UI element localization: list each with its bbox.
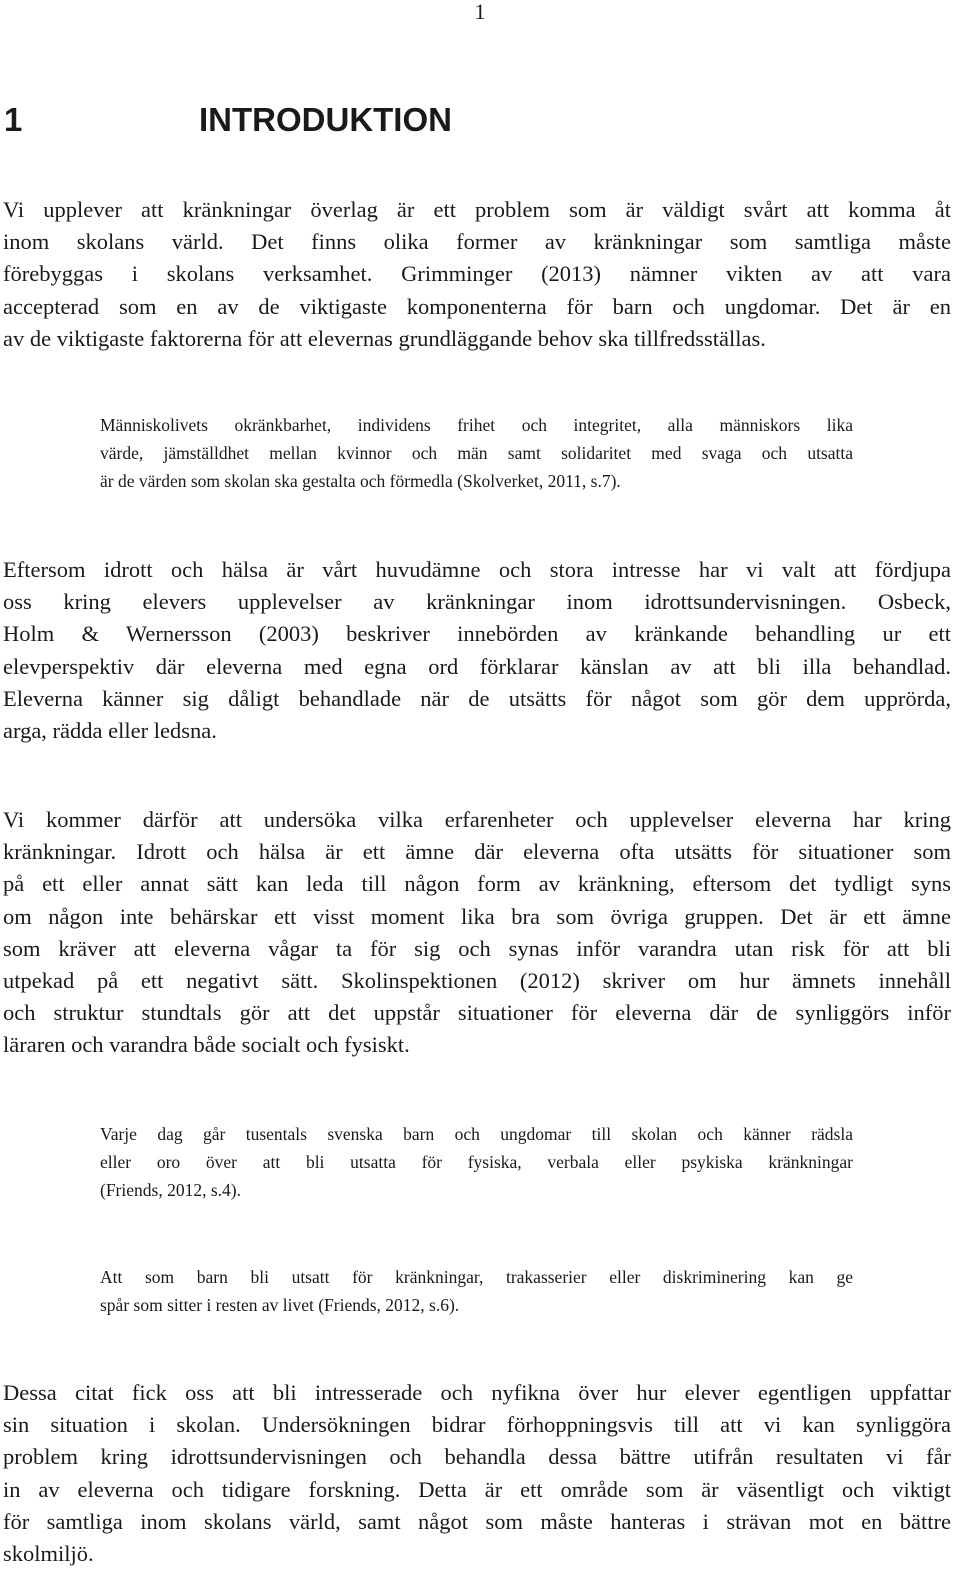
text-line: accepterad som en av de viktigaste komponenterna för barn och ungdomar. Det är en (3, 293, 951, 319)
block-quote (100, 1120, 853, 1204)
text-line: problem kring idrottsundervisningen och behandla dessa bättre utifrån resultaten vi får (3, 1444, 951, 1470)
text-line: inom skolans värld. Det finns olika former av kränkningar som samtliga måste (3, 229, 951, 255)
text-line: (Friends, 2012, s.4). (100, 1180, 241, 1200)
text-line: utpekad på ett negativt sätt. Skolinspektionen (2012) skriver om hur ämnets innehåll (3, 968, 951, 994)
text-line: Holm & Wernersson (2003) beskriver innebörden av kränkande behandling ur ett (3, 621, 951, 647)
text-line: skolmiljö. (3, 1541, 94, 1567)
block-quote (100, 411, 853, 495)
text-line: av de viktigaste faktorerna för att elevernas grundläggande behov ska tillfredsställas. (3, 325, 766, 351)
body-paragraph (3, 1377, 951, 1570)
text-line: Vi upplever att kränkningar överlag är ett problem som är väldigt svårt att komma åt (3, 197, 951, 222)
text-line: elevperspektiv där eleverna med egna ord förklarar känslan av att bli illa behandlad. (3, 653, 951, 679)
text-line: om någon inte behärskar ett visst moment lika bra som övriga gruppen. Det är ett ämne (3, 903, 951, 929)
body-paragraph (3, 804, 951, 1062)
text-line: för samtliga inom skolans värld, samt något som måste hanteras i strävan mot en bättre (3, 1508, 951, 1534)
text-line: Eftersom idrott och hälsa är vårt huvudämne och stora intresse har vi valt att fördjupa (3, 557, 951, 582)
section-title: INTRODUKTION (199, 101, 452, 138)
text-line: är de värden som skolan ska gestalta och förmedla (Skolverket, 2011, s.7). (100, 471, 621, 491)
section-heading (4, 98, 452, 142)
text-line: sin situation i skolan. Undersökningen bidrar förhoppningsvis till att vi kan synliggöra (3, 1412, 951, 1438)
text-line: eller oro över att bli utsatta för fysiska, verbala eller psykiska kränkningar (100, 1152, 853, 1172)
block-quote (100, 1263, 853, 1319)
body-paragraph (3, 554, 951, 747)
text-line: värde, jämställdhet mellan kvinnor och män samt solidaritet med svaga och utsatta (100, 443, 853, 463)
text-line: Dessa citat fick oss att bli intresserade och nyfikna över hur elever egentligen uppfattar (3, 1380, 951, 1405)
text-line: förebyggas i skolans verksamhet. Grimminger (2013) nämner vikten av att vara (3, 261, 951, 287)
text-line: läraren och varandra både socialt och fysiskt. (3, 1032, 410, 1058)
text-line: Att som barn bli utsatt för kränkningar, trakasserier eller diskriminering kan ge (100, 1267, 853, 1287)
text-line: Vi kommer därför att undersöka vilka erfarenheter och upplevelser eleverna har kring (3, 807, 951, 832)
text-line: som kräver att eleverna vågar ta för sig och synas inför varandra utan risk för att bli (3, 935, 951, 961)
text-line: kränkningar. Idrott och hälsa är ett ämne där eleverna ofta utsätts för situationer som (3, 839, 951, 865)
text-line: Varje dag går tusentals svenska barn och ungdomar till skolan och känner rädsla (100, 1124, 853, 1144)
page-number: 1 (474, 0, 486, 24)
section-number: 1 (4, 101, 23, 138)
text-line: in av eleverna och tidigare forskning. Detta är ett område som är väsentligt och viktigt (3, 1476, 951, 1502)
text-line: Människolivets okränkbarhet, individens frihet och integritet, alla människors lika (100, 415, 853, 435)
text-line: Eleverna känner sig dåligt behandlade när de utsätts för något som gör dem upprörda, (3, 685, 951, 711)
text-line: på ett eller annat sätt kan leda till någon form av kränkning, eftersom det tydligt syns (3, 871, 951, 897)
body-paragraph (3, 194, 951, 355)
text-line: oss kring elevers upplevelser av kränkningar inom idrottsundervisningen. Osbeck, (3, 589, 951, 615)
text-line: och struktur stundtals gör att det uppstår situationer för eleverna där de synliggörs inför (3, 1000, 951, 1026)
text-line: arga, rädda eller ledsna. (3, 718, 217, 744)
text-line: spår som sitter i resten av livet (Friends, 2012, s.6). (100, 1295, 460, 1315)
